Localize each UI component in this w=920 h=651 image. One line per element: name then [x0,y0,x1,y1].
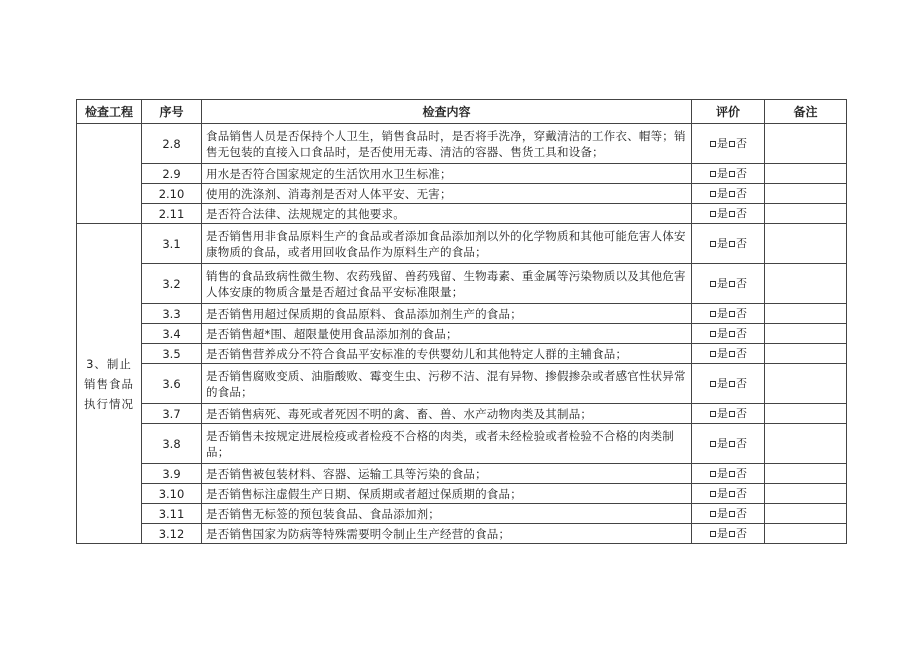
no-checkbox[interactable] [729,531,735,537]
table-row [77,324,847,344]
row-content: 是否销售用超过保质期的食品原料、食品添加剂生产的食品； [202,304,692,324]
yes-label: 是 [717,376,728,390]
row-number: 3.4 [142,324,202,344]
remark-cell[interactable] [765,264,847,304]
remark-cell[interactable] [765,324,847,344]
no-checkbox[interactable] [729,491,735,497]
header-content: 检查内容 [202,100,692,124]
yes-checkbox[interactable] [710,171,716,177]
evaluation-cell [692,424,765,464]
header-remark: 备注 [765,100,847,124]
table-row [77,264,847,304]
no-checkbox[interactable] [729,331,735,337]
remark-cell[interactable] [765,364,847,404]
evaluation-cell [692,264,765,304]
remark-cell[interactable] [765,184,847,204]
yes-label: 是 [717,466,728,480]
yes-label: 是 [717,406,728,420]
evaluation-cell [692,524,765,544]
row-content: 是否销售国家为防病等特殊需要明令制止生产经营的食品； [202,524,692,544]
evaluation-cell [692,344,765,364]
evaluation-cell [692,124,765,164]
yes-checkbox[interactable] [710,191,716,197]
yes-label: 是 [717,326,728,340]
yes-label: 是 [717,276,728,290]
group-3-project-cell: 3、制止销售食品执行情况 [77,224,142,544]
table-row [77,184,847,204]
row-content: 是否符合法律、法规规定的其他要求。 [202,204,692,224]
no-checkbox[interactable] [729,191,735,197]
evaluation-cell [692,204,765,224]
evaluation-cell [692,464,765,484]
row-content: 是否销售营养成分不符合食品平安标准的专供婴幼儿和其他特定人群的主辅食品； [202,344,692,364]
no-label: 否 [736,486,747,500]
no-checkbox[interactable] [729,511,735,517]
table-row [77,224,847,264]
no-checkbox[interactable] [729,471,735,477]
table-row [77,164,847,184]
table-row [77,364,847,404]
row-content: 是否销售未按规定进展检疫或者检疫不合格的肉类，或者未经检验或者检验不合格的肉类制品； [202,424,692,464]
yes-label: 是 [717,186,728,200]
table-row [77,464,847,484]
row-content: 销售的食品致病性微生物、农药残留、兽药残留、生物毒素、重金属等污染物质以及其他危害人体安康的物质含量是否超过食品平安标准限量； [202,264,692,304]
remark-cell[interactable] [765,164,847,184]
row-number: 2.8 [142,124,202,164]
yes-checkbox[interactable] [710,331,716,337]
yes-checkbox[interactable] [710,491,716,497]
group-2-project-cell [77,124,142,224]
row-content: 是否销售用非食品原料生产的食品或者添加食品添加剂以外的化学物质和其他可能危害人体安康物质的食品，或者用回收食品作为原料生产的食品； [202,224,692,264]
no-label: 否 [736,166,747,180]
evaluation-cell [692,504,765,524]
remark-cell[interactable] [765,484,847,504]
row-content: 用水是否符合国家规定的生活饮用水卫生标准； [202,164,692,184]
yes-checkbox[interactable] [710,411,716,417]
remark-cell[interactable] [765,304,847,324]
no-checkbox[interactable] [729,441,735,447]
evaluation-cell [692,404,765,424]
yes-label: 是 [717,236,728,250]
table-row [77,504,847,524]
row-number: 3.12 [142,524,202,544]
yes-checkbox[interactable] [710,351,716,357]
remark-cell[interactable] [765,124,847,164]
row-content: 是否销售被包装材料、容器、运输工具等污染的食品； [202,464,692,484]
row-number: 3.3 [142,304,202,324]
remark-cell[interactable] [765,224,847,264]
remark-cell[interactable] [765,424,847,464]
no-checkbox[interactable] [729,281,735,287]
no-label: 否 [736,506,747,520]
yes-checkbox[interactable] [710,311,716,317]
evaluation-cell [692,484,765,504]
row-content: 食品销售人员是否保持个人卫生，销售食品时，是否将手洗净，穿戴清洁的工作衣、帽等；销售无包装的直接入口食品时，是否使用无毒、清洁的容器、售货工具和设备； [202,124,692,164]
remark-cell[interactable] [765,204,847,224]
yes-checkbox[interactable] [710,241,716,247]
remark-cell[interactable] [765,344,847,364]
header-evaluation: 评价 [692,100,765,124]
row-number: 3.9 [142,464,202,484]
row-number: 3.6 [142,364,202,404]
row-content: 是否销售无标签的预包装食品、食品添加剂； [202,504,692,524]
no-checkbox[interactable] [729,411,735,417]
header-row [77,100,847,124]
row-number: 3.8 [142,424,202,464]
table-row [77,524,847,544]
row-number: 3.7 [142,404,202,424]
row-number: 3.11 [142,504,202,524]
yes-checkbox[interactable] [710,281,716,287]
yes-label: 是 [717,346,728,360]
row-content: 是否销售病死、毒死或者死因不明的禽、畜、兽、水产动物肉类及其制品； [202,404,692,424]
row-number: 3.2 [142,264,202,304]
evaluation-cell [692,164,765,184]
no-checkbox[interactable] [729,141,735,147]
yes-label: 是 [717,306,728,320]
header-number: 序号 [142,100,202,124]
row-number: 3.1 [142,224,202,264]
no-label: 否 [736,436,747,450]
yes-checkbox[interactable] [710,531,716,537]
yes-label: 是 [717,136,728,150]
row-content: 使用的洗涤剂、消毒剂是否对人体平安、无害； [202,184,692,204]
no-checkbox[interactable] [729,211,735,217]
inspection-table [76,99,847,544]
yes-label: 是 [717,436,728,450]
table-row [77,484,847,504]
table-row [77,304,847,324]
yes-checkbox[interactable] [710,511,716,517]
no-checkbox[interactable] [729,311,735,317]
no-label: 否 [736,466,747,480]
no-label: 否 [736,326,747,340]
evaluation-cell [692,184,765,204]
no-label: 否 [736,236,747,250]
row-number: 2.10 [142,184,202,204]
yes-label: 是 [717,166,728,180]
yes-checkbox[interactable] [710,471,716,477]
no-checkbox[interactable] [729,241,735,247]
evaluation-cell [692,224,765,264]
row-number: 2.9 [142,164,202,184]
row-number: 3.10 [142,484,202,504]
table-row [77,124,847,164]
row-content: 是否销售腐败变质、油脂酸败、霉变生虫、污秽不洁、混有异物、掺假掺杂或者感官性状异常的食品； [202,364,692,404]
yes-label: 是 [717,206,728,220]
yes-checkbox[interactable] [710,381,716,387]
no-label: 否 [736,526,747,540]
evaluation-cell [692,304,765,324]
evaluation-cell [692,324,765,344]
no-label: 否 [736,346,747,360]
no-label: 否 [736,406,747,420]
yes-label: 是 [717,506,728,520]
yes-checkbox[interactable] [710,211,716,217]
evaluation-cell [692,364,765,404]
yes-checkbox[interactable] [710,141,716,147]
no-checkbox[interactable] [729,351,735,357]
no-checkbox[interactable] [729,381,735,387]
table-row [77,344,847,364]
no-label: 否 [736,306,747,320]
remark-cell[interactable] [765,524,847,544]
row-content: 是否销售标注虚假生产日期、保质期或者超过保质期的食品； [202,484,692,504]
table-row [77,424,847,464]
row-number: 3.5 [142,344,202,364]
row-number: 2.11 [142,204,202,224]
remark-cell[interactable] [765,464,847,484]
no-label: 否 [736,376,747,390]
remark-cell[interactable] [765,404,847,424]
remark-cell[interactable] [765,504,847,524]
no-label: 否 [736,206,747,220]
no-checkbox[interactable] [729,171,735,177]
table-row [77,404,847,424]
yes-label: 是 [717,486,728,500]
no-label: 否 [736,186,747,200]
header-project: 检查工程 [77,100,142,124]
yes-label: 是 [717,526,728,540]
table-row [77,204,847,224]
no-label: 否 [736,276,747,290]
row-content: 是否销售超*围、超限量使用食品添加剂的食品； [202,324,692,344]
no-label: 否 [736,136,747,150]
yes-checkbox[interactable] [710,441,716,447]
